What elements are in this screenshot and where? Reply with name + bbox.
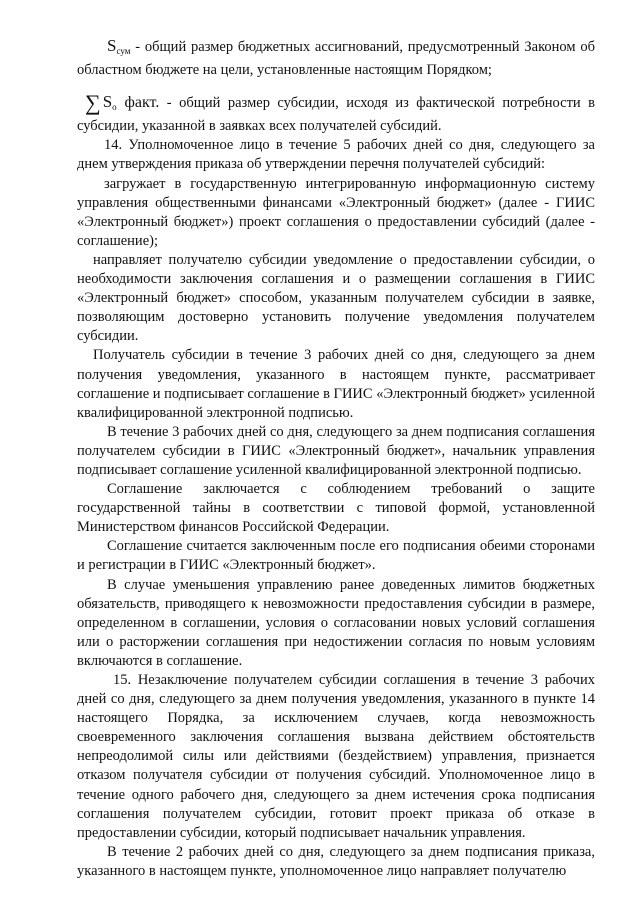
paragraph-send-notice: направляет получателю субсидии уведомление о предоставлении субсидии, о необходимости заключения соглашения и о размещении соглашения в ГИИС «Электронный бюджет» способом, указанным получателем субсидии в заявке, позволяющим достоверно установить получение уведомления получателем субсидии. — [77, 251, 595, 345]
sigma-symbol: ∑ — [85, 90, 101, 116]
formula-s-sum-paragraph — [77, 36, 595, 80]
document-page — [77, 36, 595, 881]
paragraph-state-secret: Соглашение заключается с соблюдением требований о защите государственной тайны в соответствии с типовой формой, установленной Министерством финансов Российской Федерации. — [77, 481, 595, 536]
formula-s-sum-text: - общий размер бюджетных ассигнований, предусмотренный Законом об областном бюджете на цели, установленные настоящим Порядком; — [77, 39, 595, 79]
formula-suffix-fact: факт. — [116, 94, 160, 112]
formula-subscript-sum: сум — [116, 46, 131, 56]
paragraph-agreement-concluded: Соглашение считается заключенным после его подписания обеими сторонами и регистрации в ГИИС «Электронный бюджет». — [77, 538, 595, 574]
formula-subscript-o: о — [112, 102, 117, 113]
paragraph-upload-project: загружает в государственную интегрированную информационную систему управления общественными финансами «Электронный бюджет» (далее - ГИИС «Электронный бюджет») проект соглашения о предоставлении субсидий (далее - соглашение); — [77, 175, 595, 249]
paragraph-15: 15. Незаключение получателем субсидии соглашения в течение 3 рабочих дней со дня, следующего за днем получения уведомления, указанного в пункте 14 настоящего Порядка, за исключением случаев, когда невозможность своевременного заключения соглашения вызвана действием обстоятельств непреодолимой силы или действиями (бездействием) управления, признается отказом получателя субсидии от получения субсидий. Уполномоченное лицо в течение одного рабочего дня, следующего за днем истечения срока подписания соглашения получателем субсидии, готовит проект приказа об отказе в предоставлении субсидии, который подписывает начальник управления. — [77, 672, 595, 841]
paragraph-within-2-days: В течение 2 рабочих дней со дня, следующего за днем подписания приказа, указанного в настоящем пункте, уполномоченное лицо направляет получателю — [77, 843, 595, 879]
paragraph-limits-reduction: В случае уменьшения управлению ранее доведенных лимитов бюджетных обязательств, приводящего к невозможности предоставления субсидии в размере, определенном в соглашении, условия о согласовании новых условий соглашения или о расторжении соглашения при недостижении согласия по новым условиям включаются в соглашение. — [77, 576, 595, 669]
formula-symbol-s: S — [107, 36, 117, 55]
paragraph-recipient-signs: Получатель субсидии в течение 3 рабочих дней со дня, следующего за днем получения уведомления, указанного в настоящем пункте, рассматривает соглашение и подписывает соглашение в ГИИС «Электронный бюджет» усиленной квалифицированной электронной подписью. — [77, 347, 595, 421]
paragraph-14: 14. Уполномоченное лицо в течение 5 рабочих дней со дня, следующего за днем утверждения приказа об утверждении перечня получателей субсидий: — [77, 137, 595, 173]
formula-symbol-s-o: S — [102, 92, 113, 112]
formula-sum-fact-paragraph — [77, 92, 595, 136]
paragraph-head-signs: В течение 3 рабочих дней со дня, следующего за днем подписания соглашения получателем субсидии в ГИИС «Электронный бюджет», начальник управления подписывает соглашение усиленной квалифицированной электронной подписью. — [77, 423, 595, 478]
formula-sum-fact-text: - общий размер субсидии, исходя из фактической потребности в субсидии, указанной в заявках всех получателей субсидий. — [77, 95, 595, 135]
